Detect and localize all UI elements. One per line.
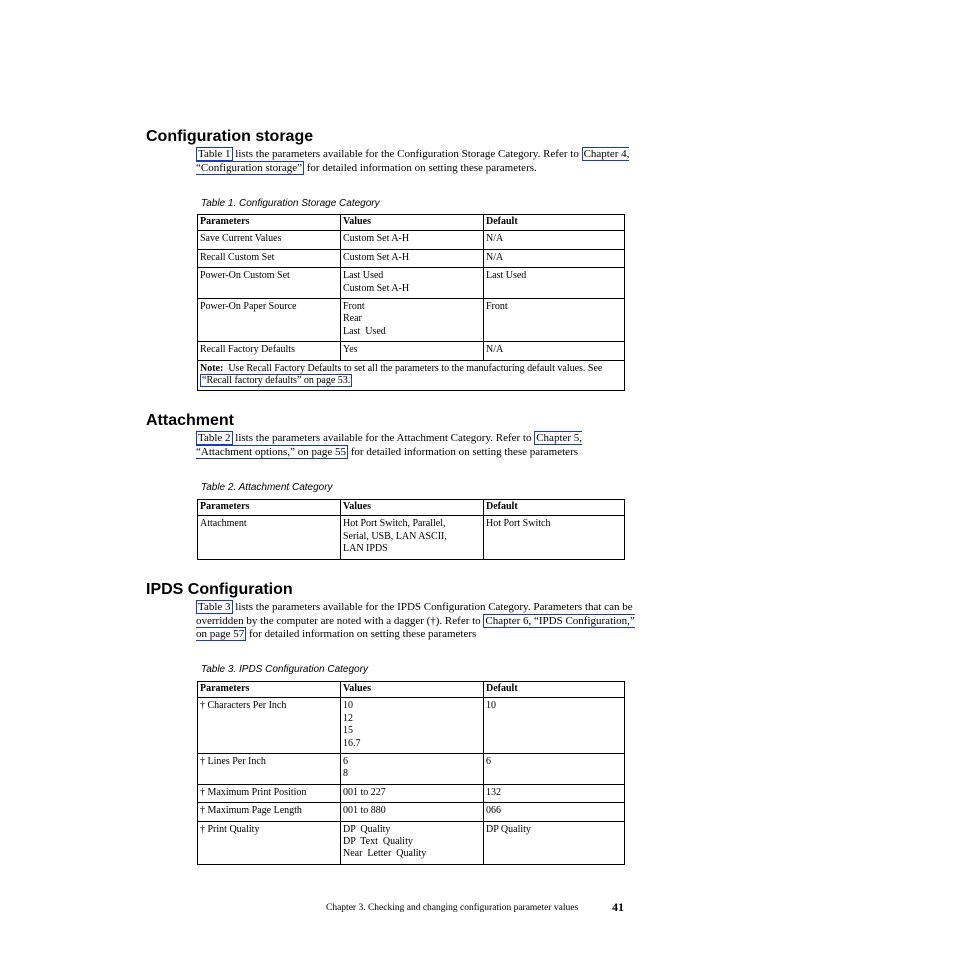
intro-configuration-storage (196, 148, 636, 175)
table-row (198, 698, 625, 754)
table-attachment (197, 499, 625, 560)
header-parameters: Parameters (198, 500, 341, 516)
table-row (198, 342, 625, 360)
caption-table-3: Table 3. IPDS Configuration Category (201, 664, 368, 675)
value-line: 001 to 227 (343, 786, 386, 798)
link-chapter-6[interactable]: Chapter 6, “IPDS Configuration,” on page 57 (196, 614, 635, 641)
cell-values (341, 231, 484, 249)
cell-values (341, 754, 484, 785)
header-values: Values (341, 500, 484, 516)
cell-values (341, 249, 484, 267)
header-default: Default (484, 682, 625, 698)
cell-parameter: † Characters Per Inch (198, 698, 341, 754)
cell-default: Last Used (484, 268, 625, 299)
table-note-row (198, 360, 625, 391)
header-values: Values (341, 215, 484, 231)
value-line: Last Used (343, 325, 386, 337)
cell-parameter: Save Current Values (198, 231, 341, 249)
value-line: 15 (343, 725, 353, 737)
cell-default: N/A (484, 231, 625, 249)
cell-default: N/A (484, 249, 625, 267)
page-number: 41 (612, 900, 624, 914)
value-line: Near Letter Quality (343, 848, 427, 860)
cell-parameter: † Lines Per Inch (198, 754, 341, 785)
cell-parameter: Recall Custom Set (198, 249, 341, 267)
link-chapter-4[interactable]: Chapter 4, “Configuration storage” (196, 148, 630, 174)
cell-default: Front (484, 299, 625, 342)
table-configuration-storage (197, 214, 625, 391)
value-line: Hot Port Switch, Parallel, (343, 518, 446, 530)
cell-default: DP Quality (484, 821, 625, 864)
value-line: 16.7 (343, 737, 361, 749)
value-line: DP Quality (343, 823, 391, 835)
value-line: Rear (343, 313, 362, 325)
cell-values (341, 784, 484, 802)
note-label: Note: (200, 362, 224, 374)
cell-parameter: Recall Factory Defaults (198, 342, 341, 360)
intro-attachment (196, 432, 636, 459)
cell-default: 132 (484, 784, 625, 802)
value-line: 001 to 880 (343, 805, 386, 817)
cell-default: 066 (484, 803, 625, 821)
header-default: Default (484, 500, 625, 516)
table-row (198, 299, 625, 342)
note-text: Use Recall Factory Defaults to set all the parameters to the manufacturing default values. See (223, 362, 605, 374)
intro-text: for detailed information on setting these parameters (348, 445, 579, 458)
footer-chapter-title: Chapter 3. Checking and changing configuration parameter values (326, 903, 579, 913)
intro-text: for detailed information on setting these parameters (246, 628, 477, 641)
cell-values (341, 342, 484, 360)
table-header-row (198, 682, 625, 698)
cell-values (341, 516, 484, 559)
link-table-1[interactable]: Table 1 (198, 148, 231, 160)
cell-parameter: Power-On Custom Set (198, 268, 341, 299)
cell-default: 10 (484, 698, 625, 754)
cell-parameter: Power-On Paper Source (198, 299, 341, 342)
table-row (198, 249, 625, 267)
value-line: LAN IPDS (343, 543, 388, 555)
value-line: 12 (343, 712, 353, 724)
value-line: Custom Set A-H (343, 233, 410, 245)
caption-table-2: Table 2. Attachment Category (201, 482, 333, 493)
header-parameters: Parameters (198, 215, 341, 231)
cell-parameter: Attachment (198, 516, 341, 559)
intro-ipds-configuration (196, 601, 636, 642)
cell-default: N/A (484, 342, 625, 360)
heading-ipds-configuration: IPDS Configuration (146, 581, 293, 598)
cell-values (341, 268, 484, 299)
value-line: DP Text Quality (343, 836, 413, 848)
link-recall-factory-defaults[interactable]: “Recall factory defaults” on page 53. (202, 375, 351, 387)
table-header-row (198, 500, 625, 516)
value-line: Yes (343, 344, 358, 356)
link-chapter-5[interactable]: Chapter 5, “Attachment options,” on page 55 (196, 432, 583, 458)
header-default: Default (484, 215, 625, 231)
heading-attachment: Attachment (146, 412, 235, 429)
table-row (198, 754, 625, 785)
intro-text: for detailed information on setting these parameters. (304, 161, 537, 174)
heading-configuration-storage: Configuration storage (146, 128, 314, 145)
value-line: Last Used (343, 270, 384, 282)
table-ipds-configuration (197, 681, 625, 865)
link-table-3[interactable]: Table 3 (198, 601, 231, 613)
cell-values (341, 299, 484, 342)
table-note (198, 360, 625, 391)
intro-text: lists the parameters available for the Attachment Category. Refer to (232, 432, 535, 444)
table-header-row (198, 215, 625, 231)
cell-values (341, 803, 484, 821)
value-line: 10 (343, 700, 353, 712)
value-line: 8 (343, 768, 348, 780)
table-row (198, 821, 625, 864)
table-row (198, 516, 625, 559)
table-row (198, 784, 625, 802)
cell-values (341, 821, 484, 864)
caption-table-1: Table 1. Configuration Storage Category (201, 198, 380, 209)
link-table-2[interactable]: Table 2 (198, 432, 231, 444)
cell-parameter: † Maximum Page Length (198, 803, 341, 821)
cell-parameter: † Maximum Print Position (198, 784, 341, 802)
cell-values (341, 698, 484, 754)
value-line: Custom Set A-H (343, 282, 410, 294)
header-parameters: Parameters (198, 682, 341, 698)
cell-default: Hot Port Switch (484, 516, 625, 559)
header-values: Values (341, 682, 484, 698)
cell-default: 6 (484, 754, 625, 785)
value-line: 6 (343, 756, 348, 768)
intro-text: lists the parameters available for the IPDS Configuration Category. Parameters that can be overridden by the computer are noted with a dagger (†). Refer to (196, 601, 633, 627)
value-line: Custom Set A-H (343, 251, 410, 263)
table-row (198, 268, 625, 299)
value-line: Front (343, 301, 365, 313)
value-line: Serial, USB, LAN ASCII, (343, 530, 447, 542)
intro-text: lists the parameters available for the Configuration Storage Category. Refer to (232, 148, 582, 160)
cell-parameter: † Print Quality (198, 821, 341, 864)
table-row (198, 803, 625, 821)
table-row (198, 231, 625, 249)
